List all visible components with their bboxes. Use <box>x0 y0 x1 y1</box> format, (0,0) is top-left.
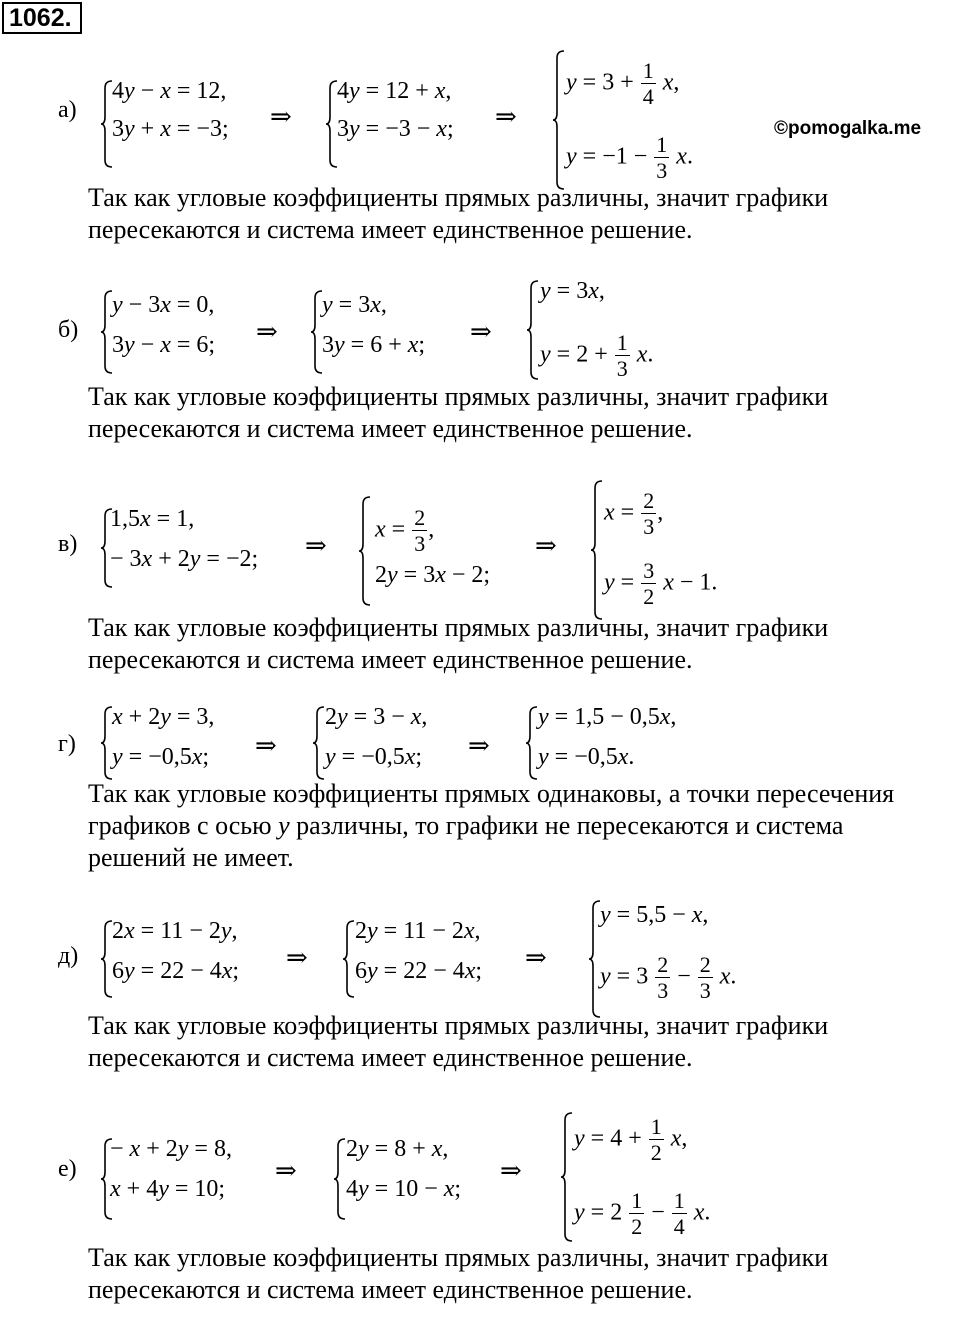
part-label: г) <box>58 731 76 757</box>
watermark: ©pomogalka.me <box>774 118 922 139</box>
conclusion-text: решений не имеет. <box>88 843 294 872</box>
fraction: $\frac{1}{4}$ <box>673 1188 685 1239</box>
equation-line: x = $\frac{2}{3}$ , <box>375 505 435 556</box>
equation-line: y = −0,5x; <box>112 744 210 770</box>
equation-line: y = 3x, <box>540 278 605 304</box>
problem-number: 1062. <box>2 2 82 34</box>
part-label: в) <box>58 531 78 557</box>
equation-line: x + 4y = 10; <box>110 1176 226 1202</box>
equation-line: y = 4 + $\frac{1}{2}$ x, <box>574 1114 688 1165</box>
part-label: а) <box>58 97 77 123</box>
fraction: $\frac{1}{2}$ <box>631 1188 643 1239</box>
implies-arrow-icon: ⇒ <box>305 531 327 561</box>
equation-line: y = 3 $\frac{2}{3}$ − $\frac{2}{3}$ x. <box>600 952 737 1003</box>
fraction: $\frac{1}{4}$ <box>642 58 654 109</box>
equation-line: 6y = 22 − 4x; <box>355 958 483 984</box>
equation-line: y = 2 $\frac{1}{2}$ − $\frac{1}{4}$ x. <box>574 1188 711 1239</box>
equation-line: 4y = 12 + x, <box>337 78 452 104</box>
fraction: $\frac{1}{3}$ <box>616 330 628 381</box>
implies-arrow-icon: ⇒ <box>275 1156 297 1186</box>
equation-line: y = 3x, <box>322 292 387 318</box>
equation-line: y = $\frac{3}{2}$ x − 1. <box>604 558 718 609</box>
conclusion-text: Так как угловые коэффициенты прямых различны, значит графики <box>88 183 829 212</box>
equation-line: y = −0,5x. <box>538 744 635 770</box>
brace-icon <box>552 50 566 190</box>
equation-line: y = 2 + $\frac{1}{3}$ x. <box>540 330 654 381</box>
conclusion-text: пересекаются и система имеет единственное решение. <box>88 1043 693 1072</box>
brace-icon <box>526 280 540 380</box>
implies-arrow-icon: ⇒ <box>495 102 517 132</box>
equation-line: x = $\frac{2}{3}$ , <box>604 488 664 539</box>
part-label: б) <box>58 317 79 343</box>
equation-line: y = −0,5x; <box>325 744 423 770</box>
equation-line: 2y = 8 + x, <box>346 1136 449 1162</box>
implies-arrow-icon: ⇒ <box>500 1156 522 1186</box>
equation-line: 2x = 11 − 2y, <box>112 918 238 944</box>
equation-line: 3y + x = −3; <box>112 116 229 142</box>
equation-line: y = −1 − $\frac{1}{3}$ x. <box>566 132 693 183</box>
implies-arrow-icon: ⇒ <box>270 102 292 132</box>
implies-arrow-icon: ⇒ <box>525 943 547 973</box>
conclusion-text: пересекаются и система имеет единственное решение. <box>88 645 693 674</box>
equation-line: 3y − x = 6; <box>112 332 216 358</box>
brace-icon <box>333 1138 347 1220</box>
conclusion-text: Так как угловые коэффициенты прямых различны, значит графики <box>88 1243 829 1272</box>
equation-line: 2y = 3x − 2; <box>375 562 491 588</box>
conclusion-text: пересекаются и система имеет единственное решение. <box>88 215 693 244</box>
equation-line: 4y = 10 − x; <box>346 1176 462 1202</box>
part-label: е) <box>58 1156 77 1182</box>
implies-arrow-icon: ⇒ <box>468 731 490 761</box>
equation-line: − x + 2y = 8, <box>110 1136 232 1162</box>
equation-line: y = 5,5 − x, <box>600 902 709 928</box>
fraction: $\frac{1}{2}$ <box>650 1114 662 1165</box>
equation-line: 2y = 11 − 2x, <box>355 918 481 944</box>
conclusion-text: Так как угловые коэффициенты прямых различны, значит графики <box>88 613 829 642</box>
fraction: $\frac{3}{2}$ <box>643 558 655 609</box>
conclusion-text: Так как угловые коэффициенты прямых одинаковы, а точки пересечения <box>88 779 895 808</box>
fraction: $\frac{1}{3}$ <box>656 132 668 183</box>
equation-line: y − 3x = 0, <box>112 292 215 318</box>
fraction: $\frac{2}{3}$ <box>657 952 669 1003</box>
implies-arrow-icon: ⇒ <box>470 317 492 347</box>
equation-line: y = 3 + $\frac{1}{4}$ x, <box>566 58 680 109</box>
equation-line: 3y = 6 + x; <box>322 332 426 358</box>
implies-arrow-icon: ⇒ <box>535 531 557 561</box>
conclusion-text: Так как угловые коэффициенты прямых различны, значит графики <box>88 1011 829 1040</box>
fraction: $\frac{2}{3}$ <box>414 505 426 556</box>
brace-icon <box>342 920 356 998</box>
implies-arrow-icon: ⇒ <box>255 731 277 761</box>
fraction: $\frac{2}{3}$ <box>643 488 655 539</box>
equation-line: 4y − x = 12, <box>112 78 227 104</box>
conclusion-text: графиков с осью y различны, то графики не пересекаются и система <box>88 811 844 840</box>
equation-line: 3y = −3 − x; <box>337 116 454 142</box>
brace-icon <box>312 706 326 780</box>
equation-line: − 3x + 2y = −2; <box>110 546 259 572</box>
conclusion-text: пересекаются и система имеет единственное решение. <box>88 1275 693 1304</box>
implies-arrow-icon: ⇒ <box>256 317 278 347</box>
implies-arrow-icon: ⇒ <box>286 943 308 973</box>
part-label: д) <box>58 943 79 969</box>
equation-line: 6y = 22 − 4x; <box>112 958 240 984</box>
fraction: $\frac{2}{3}$ <box>699 952 711 1003</box>
brace-icon <box>525 706 539 780</box>
equation-line: 2y = 3 − x, <box>325 704 428 730</box>
conclusion-text: Так как угловые коэффициенты прямых различны, значит графики <box>88 382 829 411</box>
equation-line: 1,5x = 1, <box>110 506 195 532</box>
equation-line: y = 1,5 − 0,5x, <box>538 704 677 730</box>
brace-icon <box>590 480 604 620</box>
conclusion-text: пересекаются и система имеет единственное решение. <box>88 414 693 443</box>
brace-icon <box>560 1112 574 1242</box>
brace-icon <box>358 496 372 606</box>
equation-line: x + 2y = 3, <box>112 704 215 730</box>
